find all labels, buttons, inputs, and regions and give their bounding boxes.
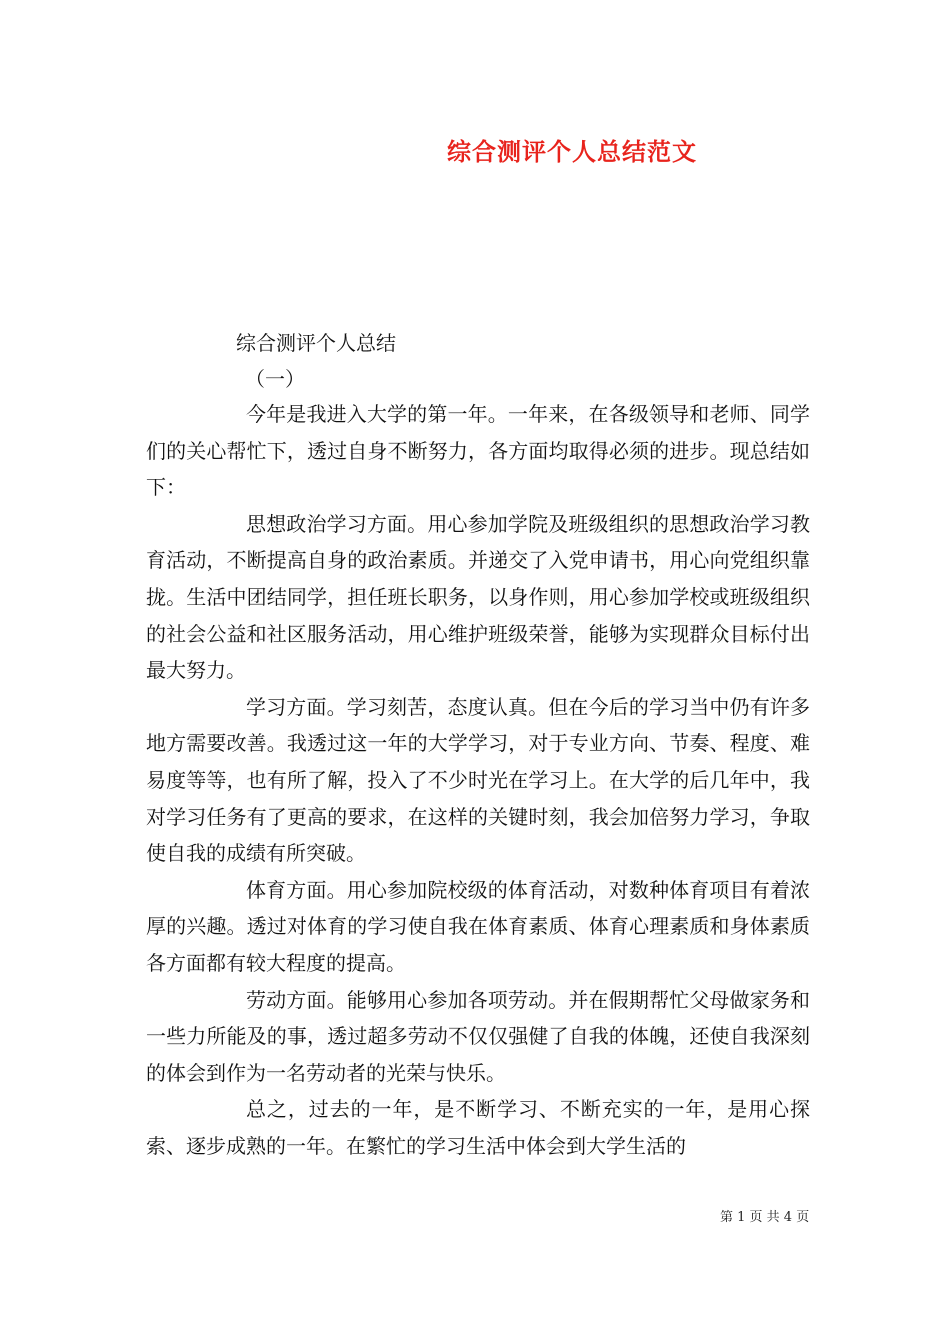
paragraph-sports: 体育方面。用心参加院校级的体育活动，对数种体育项目有着浓厚的兴趣。透过对体育的学习使自我在体育素质、体育心理素质和身体素质各方面都有较大程度的提高。 [146,877,810,975]
paragraph-summary: 总之，过去的一年，是不断学习、不断充实的一年，是用心探索、逐步成熟的一年。在繁忙的学习生活中体会到大学生活的 [146,1097,810,1158]
page-number: 第 1 页 共 4 页 [720,1210,810,1225]
paragraph-politics: 思想政治学习方面。用心参加学院及班级组织的思想政治学习教育活动，不断提高自身的政治素质。并递交了入党申请书，用心向党组织靠拢。生活中团结同学，担任班长职务，以身作则，用心参加学校或班级组织的社会公益和社区服务活动，用心维护班级荣誉，能够为实现群众目标付出最大努力。 [146,511,810,683]
paragraph-study: 学习方面。学习刻苦，态度认真。但在今后的学习当中仍有许多地方需要改善。我透过这一年的大学学习，对于专业方向、节奏、程度、难易度等等，也有所了解，投入了不少时光在学习上。在大学的后几年中，我对学习任务有了更高的要求，在这样的关键时刻，我会加倍努力学习，争取使自我的成绩有所突破。 [146,694,810,866]
paragraph-labor: 劳动方面。能够用心参加各项劳动。并在假期帮忙父母做家务和一些力所能及的事，透过超多劳动不仅仅强健了自我的体魄，还使自我深刻的体会到作为一名劳动者的光荣与快乐。 [146,987,810,1085]
section-heading: 综合测评个人总结 [236,331,396,355]
document-body [146,396,810,1164]
paragraph-intro: 今年是我进入大学的第一年。一年来，在各级领导和老师、同学们的关心帮忙下，透过自身不断努力，各方面均取得必须的进步。现总结如下： [146,402,810,500]
section-number: （一） [245,367,305,391]
document-title: 综合测评个人总结范文 [447,137,697,166]
